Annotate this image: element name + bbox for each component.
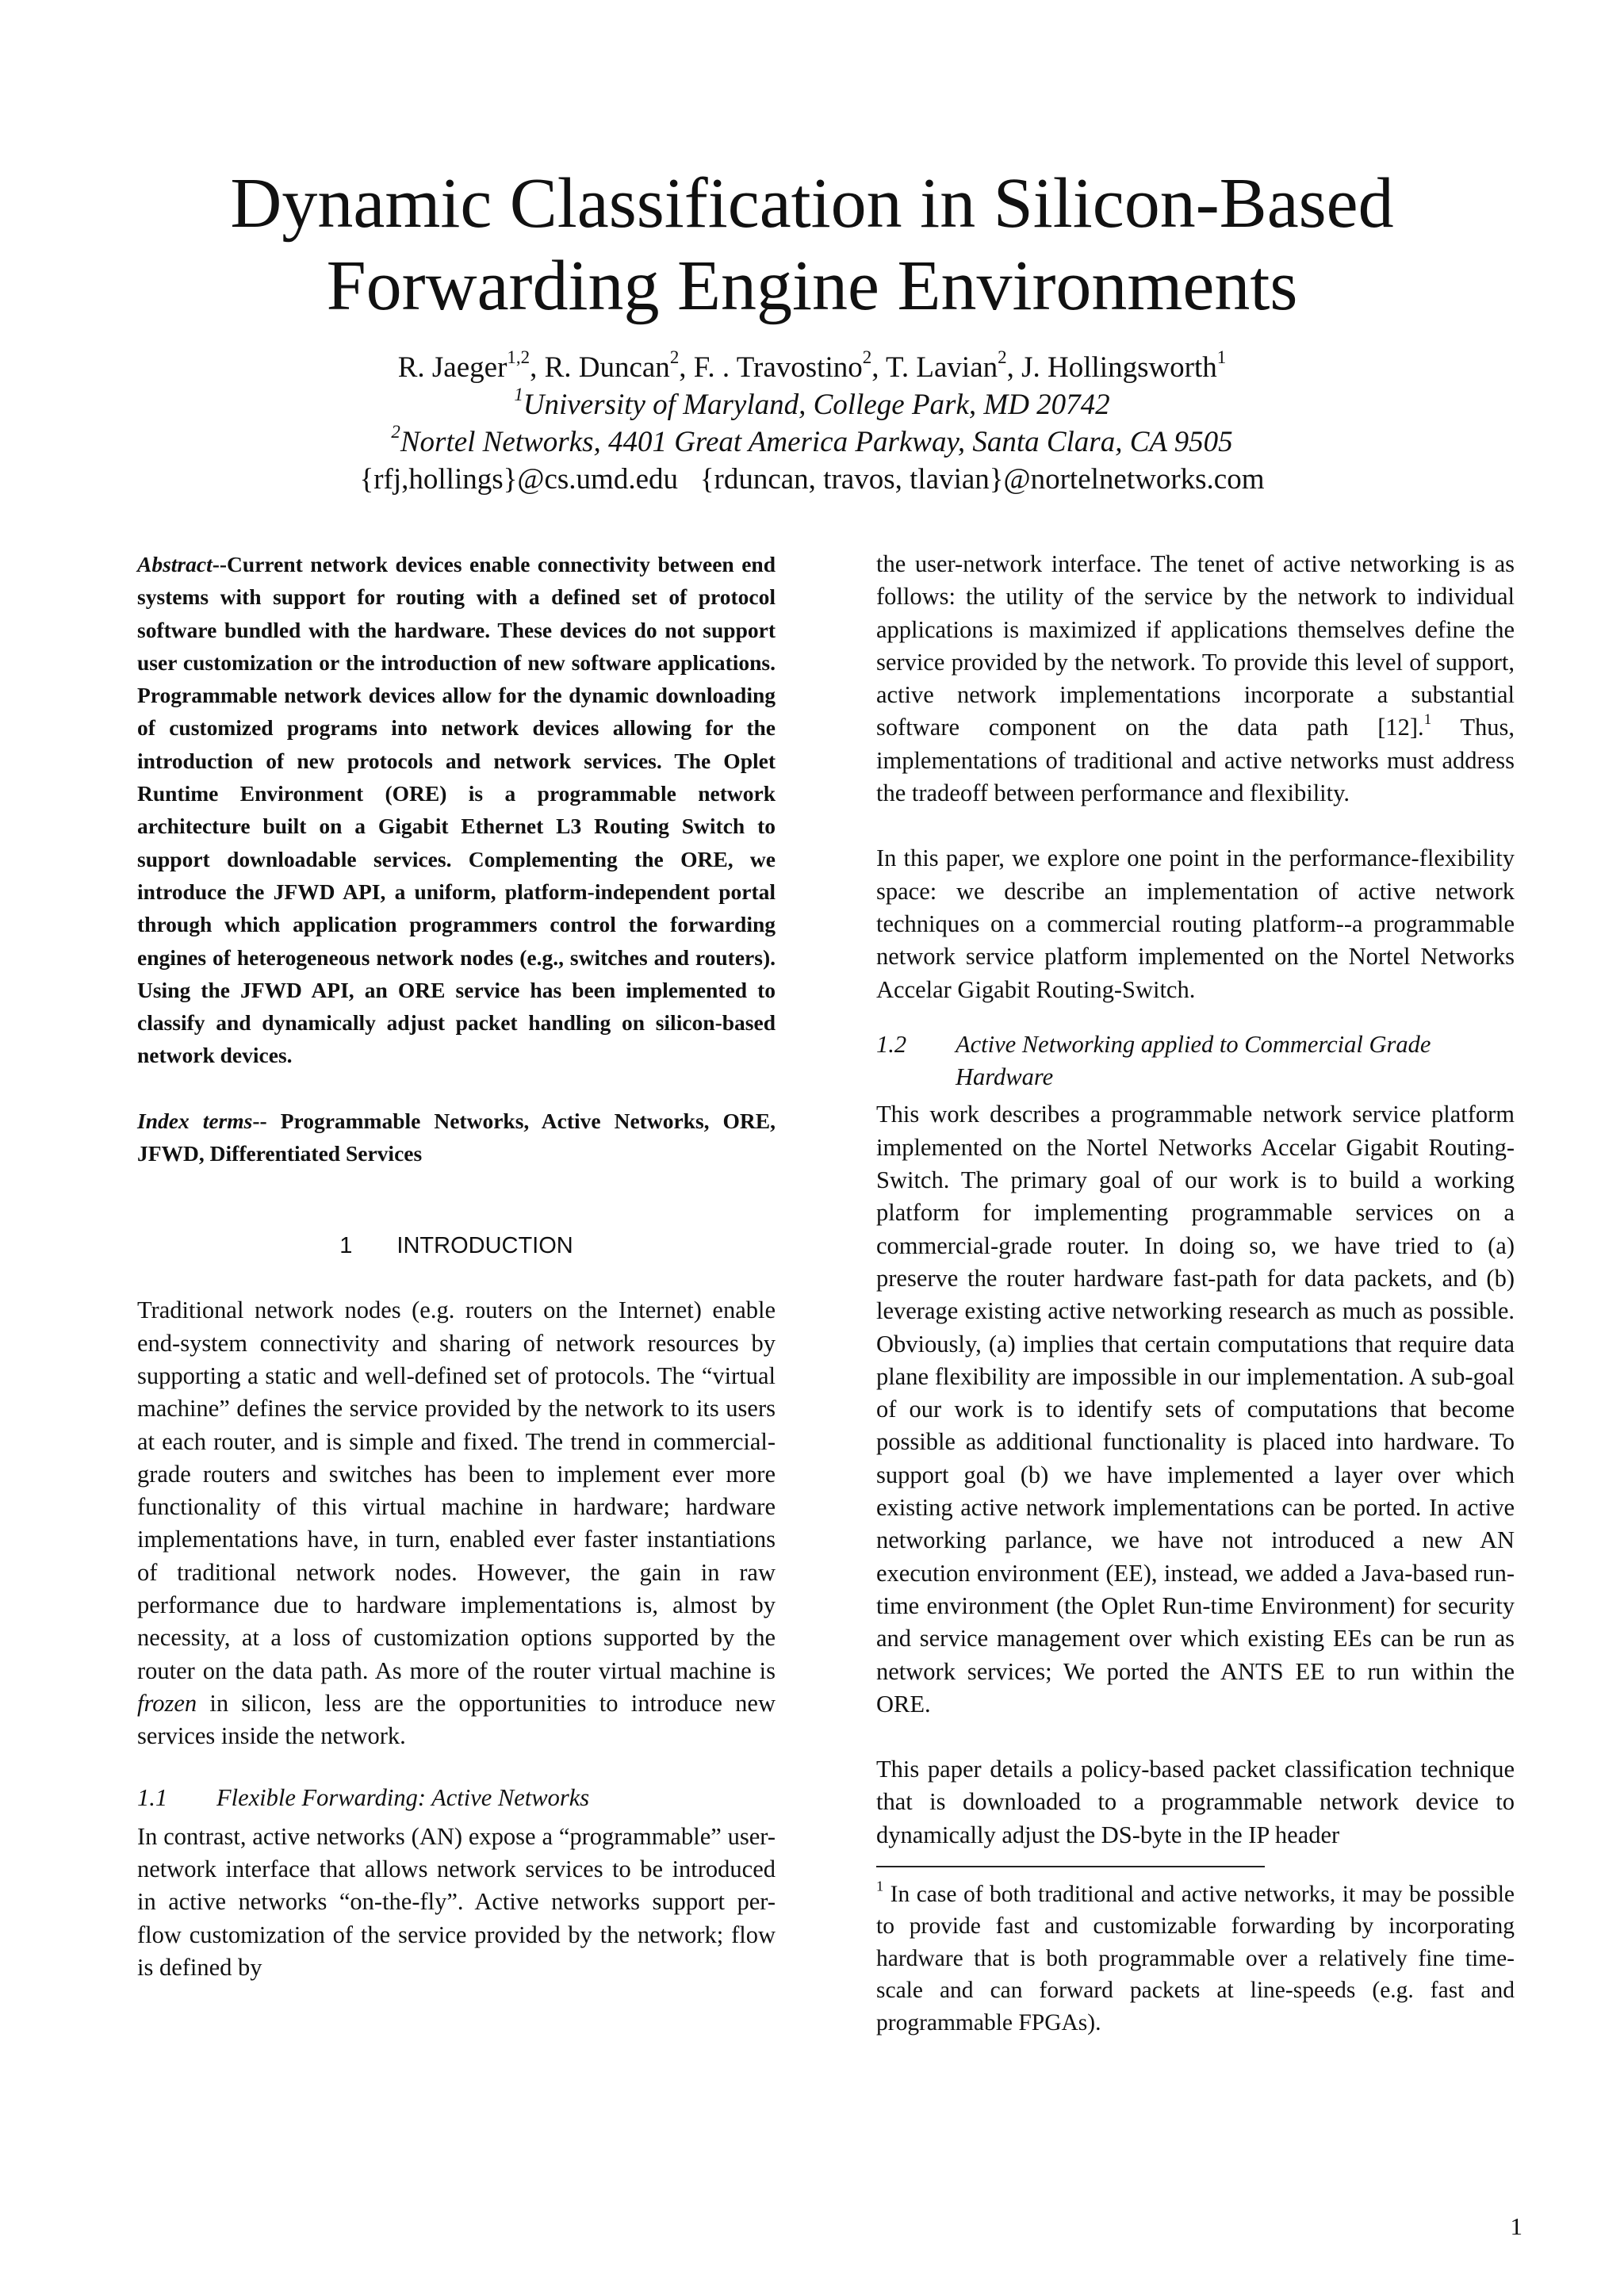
- author-name: F. . Travostino: [693, 351, 863, 384]
- author-affiliation-mark: 1,2: [507, 347, 530, 367]
- footnote: [876, 1878, 1515, 2039]
- author-name: R. Jaeger: [397, 351, 508, 384]
- right-paragraph-4: This paper details a policy-based packet classification technique that is downloaded to a programmable network device to dynamically adjust the DS-byte in the IP header: [876, 1756, 1515, 1848]
- right-column: [876, 548, 1515, 2039]
- abstract-text: --Current network devices enable connectivity between end systems with support for routing with a defined set of protocol software bundled with the hardware. These devices do not support user customization or the introduction of new software applications. Programmable network devices allow for the dynamic downloading of customized programs into network devices allowing for the introduction of new protocols and network services. The Oplet Runtime Environment (ORE) is a programmable network architecture built on a Gigabit Ethernet L3 Routing Switch to support downloadable services. Complementing the ORE, we introduce the JFWD API, a uniform, platform-independent portal through which application programmers control the forwarding engines of heterogeneous network nodes (e.g., switches and routers). Using the JFWD API, an ORE service has been implemented to classify and dynamically adjust packet handling on silicon-based network devices.: [137, 552, 776, 1068]
- footnote-number: 1: [876, 1878, 884, 1894]
- page-number: 1: [1510, 2212, 1522, 2240]
- introduction-paragraph: [137, 1294, 776, 1752]
- author-block: [95, 349, 1529, 498]
- paragraph-text: in silicon, less are the opportunities to introduce new services inside the network.: [137, 1689, 776, 1750]
- index-terms-label: Index terms: [137, 1108, 253, 1133]
- author-affiliation-mark: 2: [669, 347, 680, 367]
- affiliation-text: Nortel Networks, 4401 Great America Parkway, Santa Clara, CA 9505: [400, 426, 1233, 458]
- index-terms: [137, 1105, 776, 1170]
- footnote-divider: [876, 1866, 1265, 1867]
- paper-title: Dynamic Classification in Silicon-Based Forwarding Engine Environments: [230, 164, 1394, 325]
- paragraph-text: Traditional network nodes (e.g. routers on the Internet) enable end-system connectivity and sharing of network resources by supporting a static and well-defined set of protocols. The “virtual machine” defines the service provided by the network to its users at each router, and is simple and fixed. The trend in commercial-grade routers and switches has been to implement ever more functionality of this virtual machine in hardware; hardware implementations have, in turn, enabled ever faster instantiations of traditional network nodes. However, the gain in raw performance due to hardware implementations is, almost by necessity, at a loss of customization options supported by the router on the data path. As more of the router virtual machine is: [137, 1296, 776, 1684]
- section-number: 1: [339, 1233, 353, 1259]
- right-paragraph-2: In this paper, we explore one point in the performance-flexibility space: we describe an implementation of active network techniques on a commercial routing platform--a programmable network service platform implemented on the Nortel Networks Accelar Gigabit Routing-Switch.: [876, 844, 1515, 1003]
- affiliation-2: [95, 423, 1529, 461]
- right-paragraph-1: [876, 548, 1515, 810]
- section-title: INTRODUCTION: [396, 1233, 573, 1259]
- section-heading-introduction: [137, 1213, 776, 1278]
- emphasis-text: frozen: [137, 1689, 197, 1717]
- footnote-marker: 1: [1423, 711, 1432, 729]
- author-affiliation-mark: 2: [998, 347, 1007, 367]
- author-name: J. Hollingsworth: [1021, 351, 1217, 384]
- author-emails: {rfj,hollings}@cs.umd.edu {rduncan, travos, tlavian}@nortelnetworks.com: [359, 463, 1265, 496]
- subsection-title: Flexible Forwarding: Active Networks: [216, 1783, 590, 1811]
- right-paragraph-3: This work describes a programmable network service platform implemented on the Nortel Networks Accelar Gigabit Routing-Switch. The primary goal of our work is to build a working platform for implementing programmable services on a commercial-grade router. In doing so, we have tried to (a) preserve the router hardware fast-path for data packets, and (b) leverage existing active networking research as much as possible. Obviously, (a) implies that certain computations that require data plane flexibility are impossible in our implementation. A sub-goal of our work is to identify sets of computations that become possible as additional functionality is placed into hardware. To support goal (b) we have implemented a layer over which existing active network implementations can be ported. In active networking parlance, we have not introduced a new AN execution environment (EE), instead, we added a Java-based run-time environment (the Oplet Run-time Environment) for security and service management over which existing EEs can be run as network services; We ported the ANTS EE to run within the ORE.: [876, 1101, 1515, 1718]
- author-separator: ,: [1006, 351, 1022, 384]
- author-separator: ,: [530, 351, 545, 384]
- affiliation-1: [95, 386, 1529, 423]
- subsection-title: Active Networking applied to Commercial Grade: [956, 1030, 1431, 1058]
- affiliation-mark: 2: [391, 421, 400, 442]
- affiliation-mark: 1: [514, 384, 523, 404]
- subsection-heading-1-1: [137, 1782, 776, 1814]
- author-separator: ,: [679, 351, 694, 384]
- subsection-heading-1-2: [876, 1028, 1515, 1094]
- paragraph-text: the user-network interface. The tenet of active networking is as follows: the utility of the service by the network to individual applications is maximized if applications themselves define the service provided by the network. To provide this level of support, active network implementations incorporate a substantial software component on the data path [12].: [876, 550, 1515, 741]
- paragraph-text: Thus, implementations of traditional and active networks must address the tradeoff between performance and flexibility.: [876, 714, 1515, 807]
- author-list: [95, 349, 1529, 386]
- author-affiliation-mark: 2: [862, 347, 872, 367]
- abstract: [137, 548, 776, 1072]
- subsection-title-continued: Hardware: [956, 1063, 1054, 1091]
- subsection-1-1-paragraph: In contrast, active networks (AN) expose a “programmable” user-network interface that allows network services to be introduced in active networks “on-the-fly”. Active networks support per-flow customization of the service provided by the network; flow is defined by: [137, 1822, 776, 1981]
- affiliation-text: University of Maryland, College Park, MD 20742: [523, 389, 1110, 421]
- author-name: R. Duncan: [544, 351, 670, 384]
- author-separator: ,: [871, 351, 887, 384]
- author-affiliation-mark: 1: [1216, 347, 1227, 367]
- subsection-number: 1.1: [137, 1783, 168, 1811]
- footnote-text: In case of both traditional and active networks, it may be possible to provide fast and customizable forwarding by incorporating hardware that is both programmable over a relatively fine time-scale and can forward packets at line-speeds (e.g. fast and programmable FPGAs).: [876, 1881, 1515, 2035]
- author-name: T. Lavian: [886, 351, 998, 384]
- subsection-number: 1.2: [876, 1030, 907, 1058]
- left-column: [137, 548, 776, 1984]
- index-terms-text: -- Programmable Networks, Active Networks, ORE, JFWD, Differentiated Services: [137, 1108, 776, 1166]
- abstract-label: Abstract: [137, 552, 213, 576]
